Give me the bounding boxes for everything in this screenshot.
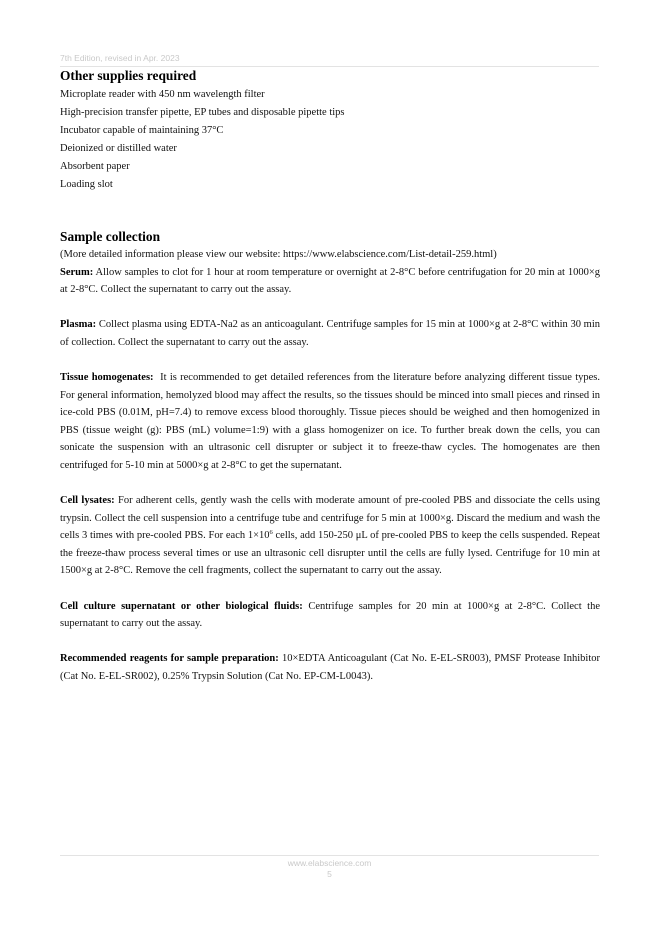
serum-paragraph [60,264,600,299]
cell-lysates-label: Cell lysates: [60,495,115,507]
tissue-paragraph [60,369,603,475]
cell-count-exponent: 6 [269,529,273,537]
culture-paragraph [60,598,600,633]
supply-item: Loading slot [60,179,113,190]
serum-label: Serum: [60,266,94,278]
plasma-label: Plasma: [60,319,97,331]
culture-label: Cell culture supernatant or other biological fluids: [60,600,303,612]
supplies-title: Other supplies required [60,68,197,83]
supplies-section [60,67,600,194]
supply-item: Microplate reader with 450 nm wavelength filter [60,89,265,100]
website-note: (More detailed information please view our website: https://www.elabscience.com/List-detail-259.html) [60,249,497,260]
plasma-text: Collect plasma using EDTA-Na2 as an anticoagulant. Centrifuge samples for 15 min at 1000×g at 2-8°C within 30 min of collection. Collect the supernatant to carry out the assay. [60,319,600,348]
supply-item: Absorbent paper [60,161,130,172]
sample-collection-title: Sample collection [60,229,161,244]
page-number: 5 [327,869,332,879]
tissue-text: It is recommended to get detailed references from the literature before analyzing different tissue types. For general information, hemolyzed blood may affect the results, so the tissues should be minced into small pieces and rinsed in ice-cold PBS (0.01M, pH=7.4) to remove excess blood thoroughly. Tissue pieces should be weighed and then homogenized in PBS (tissue weight (g): PBS (mL) volume=1:9) with a glass homogenizer on ice. To further break down the cells, you can sonicate the suspension with an ultrasonic cell disrupter or subject it to freeze-thaw cycles. The homogenates are then centrifuged for 5-10 min at 5000×g at 2-8°C to get the supernatant. [60,371,603,471]
reagents-paragraph [60,650,600,685]
tissue-label: Tissue homogenates: [60,371,154,383]
sample-collection-section [60,228,603,685]
supply-item: Incubator capable of maintaining 37°C [60,125,224,136]
page-content [60,67,603,685]
serum-text: Allow samples to clot for 1 hour at room temperature or overnight at 2-8°C before centrifugation for 20 min at 1000×g at 2-8°C. Collect the supernatant to carry out the assay. [60,266,600,296]
supply-item: High-precision transfer pipette, EP tubes and disposable pipette tips [60,107,345,118]
page-footer [60,855,599,880]
reagents-text: 10×EDTA Anticoagulant (Cat No. E-EL-SR003), PMSF Protease Inhibitor (Cat No. E-EL-SR002), 0.25% Trypsin Solution (Cat No. EP-CM-L0043). [60,653,601,682]
cell-lysates-paragraph [60,492,600,580]
cell-lysates-text-b: cells, add 150-250 μL of pre-cooled PBS to keep the cells suspended. Repeat the freeze-thaw process several times or use an ultrasonic cell disrupter until the cells are fully lysed. Centrifuge for 10 min at 1500×g at 2-8°C. Remove the cell fragments, collect the supernatant to carry out the assay. [60,530,600,577]
page-header [60,52,599,67]
edition-note: 7th Edition, revised in Apr. 2023 [60,53,180,63]
plasma-paragraph [60,316,600,351]
footer-website: www.elabscience.com [287,858,372,868]
cell-lysates-text-a: For adherent cells, gently wash the cells with moderate amount of pre-cooled PBS and dissociate the cells using trypsin. Collect the cell suspension into a centrifuge tube and centrifuge for 5 min at 1000×g. Discard the medium and wash the cells 3 times with pre-cooled PBS. For each 1×10 [60,495,600,542]
supply-item: Deionized or distilled water [60,143,177,154]
supplies-list [60,86,600,194]
reagents-label: Recommended reagents for sample preparation: [60,653,279,665]
culture-text: Centrifuge samples for 20 min at 1000×g at 2-8°C. Collect the supernatant to carry out the assay. [60,600,600,630]
